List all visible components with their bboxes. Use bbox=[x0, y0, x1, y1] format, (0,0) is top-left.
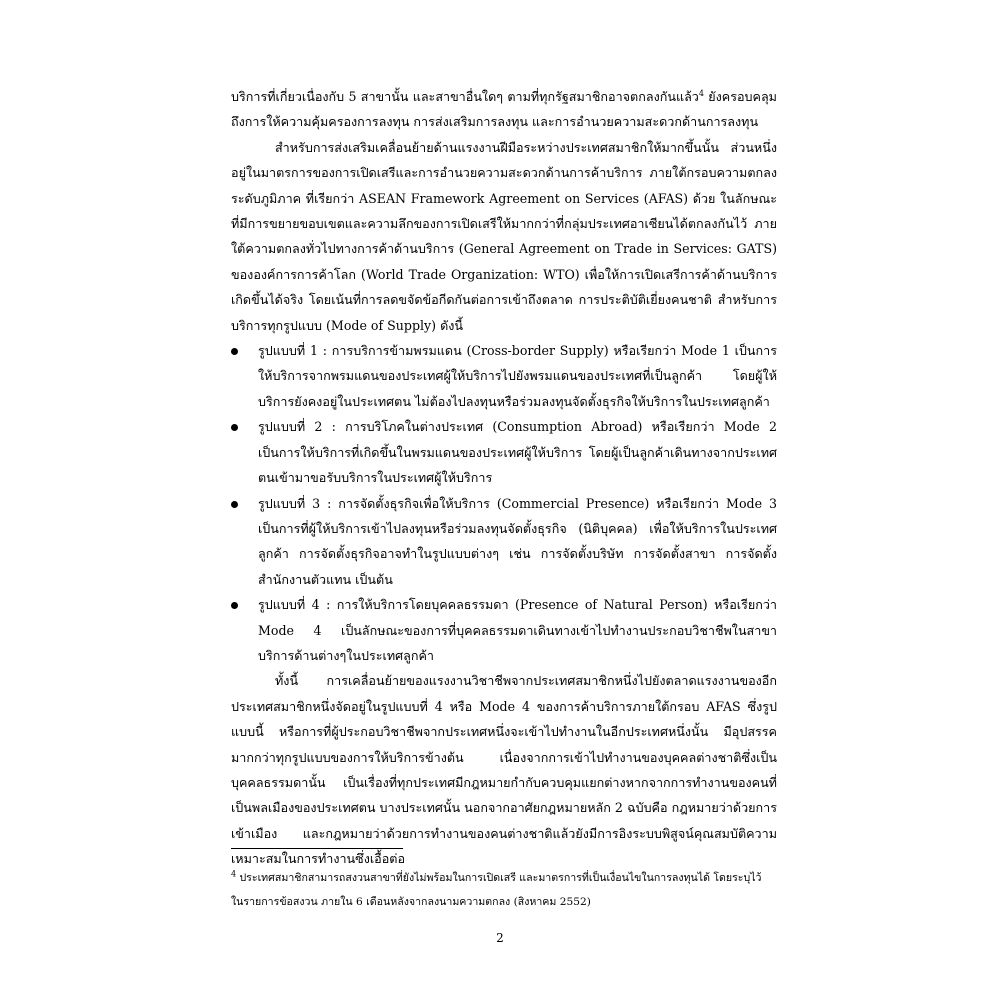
footnote-line-2: ในรายการข้อสงวน ภายใน 6 เดือนหลังจากลงนามความตกลง (สิงหาคม 2552) bbox=[231, 896, 591, 908]
footnote bbox=[231, 866, 777, 914]
list-item: รูปแบบที่ 2 : การบริโภคในต่างประเทศ (Consumption Abroad) หรือเรียกว่า Mode 2 เป็นการให้บริการที่เกิดขึ้นในพรมแดนของประเทศผู้ให้บริการ โดยผู้เป็นลูกค้าเดินทางจากประเทศตนเข้ามาขอรับบริการในประเทศผู้ให้บริการ bbox=[231, 414, 777, 490]
list-item: รูปแบบที่ 3 : การจัดตั้งธุรกิจเพื่อให้บริการ (Commercial Presence) หรือเรียกว่า Mode 3 เป็นการที่ผู้ให้บริการเข้าไปลงทุนหรือร่วมลงทุนจัดตั้งธุรกิจ (นิติบุคคล) เพื่อให้บริการในประเทศลูกค้า การจัดตั้งธุรกิจอาจทำในรูปแบบต่างๆ เช่น การจัดตั้งบริษัท การจัดตั้งสาขา การจัดตั้งสำนักงานตัวแทน เป็นต้น bbox=[231, 491, 777, 593]
paragraph-1: บริการที่เกี่ยวเนื่องกับ 5 สาขานั้น และสาขาอื่นใดๆ ตามที่ทุกรัฐสมาชิกอาจตกลงกันแล้ว$^4$ ยังครอบคลุมถึงการให้ความคุ้มครองการลงทุน การส่งเสริมการลงทุน และการอำนวยความสะดวกด้านการลงทุน bbox=[231, 88, 777, 130]
bullet-icon bbox=[231, 501, 238, 508]
list-item: รูปแบบที่ 4 : การให้บริการโดยบุคคลธรรมดา (Presence of Natural Person) หรือเรียกว่า Mode 4 เป็นลักษณะของการที่บุคคลธรรมดาเดินทางเข้าไปทำงานประกอบวิชาชีพในสาขาบริการด้านต่างๆในประเทศลูกค้า bbox=[231, 592, 777, 668]
paragraph-3: ทั้งนี้ การเคลื่อนย้ายของแรงงานวิชาชีพจากประเทศสมาชิกหนึ่งไปยังตลาดแรงงานของอีกประเทศสมาชิกหนึ่งจัดอยู่ในรูปแบบที่ 4 หรือ Mode 4 ของการค้าบริการภายใต้กรอบ AFAS ซึ่งรูปแบบนี้ หรือการที่ผู้ประกอบวิชาชีพจากประเทศหนึ่งจะเข้าไปทำงานในอีกประเทศหนึ่งนั้น มีอุปสรรคมากกว่าทุกรูปแบบของการให้บริการข้างต้น เนื่องจากการเข้าไปทำงานของบุคคลต่างชาติซึ่งเป็นบุคคลธรรมดานั้น เป็นเรื่องที่ทุกประเทศมีกฎหมายกำกับควบคุมแยกต่างหากจากการทำงานของคนที่เป็นพลเมืองของประเทศตน บางประเทศนั้น นอกจากอาศัยกฎหมายหลัก 2 ฉบับคือ กฎหมายว่าด้วยการเข้าเมือง และกฎหมายว่าด้วยการทำงานของคนต่างชาติแล้วยังมีการอิงระบบพิสูจน์คุณสมบัติความเหมาะสมในการทำงานซึ่งเอื้อต่อ bbox=[231, 673, 777, 867]
footnote-ref: 4 bbox=[698, 88, 704, 98]
footnote-line-1: $^4$ ประเทศสมาชิกสามารถสงวนสาขาที่ยังไม่พร้อมในการเปิดเสรี และมาตรการที่เป็นเงื่อนไขในการลงทุนได้ โดยระบุไว้ bbox=[231, 869, 762, 884]
footnote-divider bbox=[231, 848, 403, 849]
paragraph-2: สำหรับการส่งเสริมเคลื่อนย้ายด้านแรงงานฝีมือระหว่างประเทศสมาชิกให้มากขึ้นนั้น ส่วนหนึ่งอยู่ในมาตรการของการเปิดเสรีและการอำนวยความสะดวกด้านการค้าบริการ ภายใต้กรอบความตกลงระดับภูมิภาค ที่เรียกว่า ASEAN Framework Agreement on Services (AFAS) ด้วย ในลักษณะที่มีการขยายขอบเขตและความลึกของการเปิดเสรีให้มากกว่าที่กลุ่มประเทศอาเซียนได้ตกลงกันไว้ ภายใต้ความตกลงทั่วไปทางการค้าด้านบริการ (General Agreement on Trade in Services: GATS) ขององค์การการค้าโลก (World Trade Organization: WTO) เพื่อให้การเปิดเสรีการค้าด้านบริการเกิดขึ้นได้จริง โดยเน้นที่การลดขจัดข้อกีดกันต่อการเข้าถึงตลาด การประติบัติเยี่ยงคนชาติ สำหรับการบริการทุกรูปแบบ (Mode of Supply) ดังนี้ bbox=[231, 139, 777, 333]
list-item: รูปแบบที่ 1 : การบริการข้ามพรมแดน (Cross-border Supply) หรือเรียกว่า Mode 1 เป็นการให้บริการจากพรมแดนของประเทศผู้ให้บริการไปยังพรมแดนของประเทศที่เป็นลูกค้า โดยผู้ให้บริการยังคงอยู่ในประเทศตน ไม่ต้องไปลงทุนหรือร่วมลงทุนจัดตั้งธุรกิจให้บริการในประเทศลูกค้า bbox=[231, 338, 777, 414]
bullet-icon bbox=[231, 348, 238, 355]
bullet-icon bbox=[231, 602, 238, 609]
page-number: 2 bbox=[496, 931, 504, 945]
body-text bbox=[231, 84, 777, 872]
bullet-icon bbox=[231, 424, 238, 431]
mode-list bbox=[231, 338, 777, 668]
footnote-mark: 4 bbox=[231, 869, 237, 879]
